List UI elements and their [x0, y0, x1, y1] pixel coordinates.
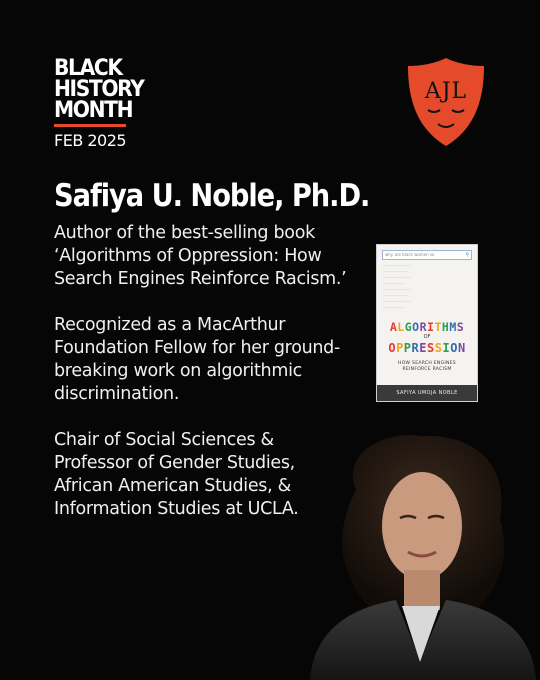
autocomplete-line: ———————	[383, 293, 408, 297]
badge-line-black: BLACK	[54, 56, 122, 81]
autocomplete-line: ————————	[383, 287, 411, 291]
book-title-oppression-letter: P	[396, 341, 404, 355]
book-title-algorithms-letter: T	[434, 320, 442, 334]
book-search-text: why are black women so	[385, 252, 435, 257]
badge-line-history: HISTORY	[54, 77, 144, 102]
book-title-algorithms-letter: M	[449, 320, 457, 334]
book-author-band: SAFIYA UMOJA NOBLE	[377, 385, 477, 401]
book-title-of: OF	[423, 334, 431, 340]
bio-paragraph-ucla: Chair of Social Sciences & Professor of Gender Studies, African American Studies, & Information Studies at UCLA.	[54, 430, 299, 519]
portrait-face	[382, 472, 462, 580]
book-title-oppression-letter: S	[427, 341, 435, 355]
autocomplete-line: ————————	[383, 299, 411, 303]
book-subtitle-line-2: REINFORCE RACISM	[402, 367, 452, 372]
portrait-photo	[300, 430, 540, 680]
badge-date: FEB 2025	[54, 131, 127, 150]
autocomplete-line: ————————	[383, 275, 411, 279]
search-icon: ⚲	[465, 252, 469, 258]
book-title-oppression-letter: E	[419, 341, 427, 355]
book-title-algorithms-letter: I	[427, 320, 435, 334]
autocomplete-line: ——————	[383, 305, 404, 309]
badge-divider	[54, 124, 126, 127]
book-title-oppression-letter: O	[450, 341, 458, 355]
bio-paragraph-author: Author of the best-selling book ‘Algorithms of Oppression: How Search Engines Reinforce Racism.’	[54, 223, 347, 289]
book-title-oppression-letter: P	[403, 341, 412, 355]
book-title-oppression-letter: R	[411, 341, 420, 355]
logo-text: AJL	[424, 79, 468, 104]
book-title-algorithms-letter: S	[456, 320, 465, 334]
book-title-oppression-letter: I	[442, 341, 451, 355]
book-title-algorithms-letter: L	[397, 320, 405, 334]
book-title-algorithms-letter: R	[419, 320, 427, 334]
autocomplete-line: ————————	[383, 263, 411, 267]
book-title-algorithms-letter: O	[412, 320, 420, 334]
book-search-bar	[382, 250, 472, 260]
autocomplete-line: ———————	[383, 269, 408, 273]
person-name-heading: Safiya U. Noble, Ph.D.	[54, 178, 370, 214]
black-history-month-badge	[54, 58, 154, 150]
book-title-oppression	[377, 341, 477, 355]
book-cover	[376, 244, 478, 402]
book-subtitle-line-1: HOW SEARCH ENGINES	[398, 361, 456, 366]
badge-line-month: MONTH	[54, 98, 133, 123]
book-title-algorithms-letter: H	[441, 320, 450, 334]
portrait-neck	[404, 570, 440, 610]
book-title-algorithms	[377, 320, 477, 334]
ajl-shield-logo	[404, 54, 488, 150]
book-title-oppression-letter: S	[434, 341, 443, 355]
book-title-oppression-letter: N	[457, 341, 466, 355]
book-title-oppression-letter: O	[388, 341, 397, 355]
book-subtitle	[377, 361, 477, 373]
bio-paragraph-macarthur: Recognized as a MacArthur Foundation Fellow for her ground-breaking work on algorithmic discrimination.	[54, 315, 341, 404]
book-autocomplete-lines	[383, 262, 471, 310]
book-title-algorithms-letter: G	[404, 320, 413, 334]
autocomplete-line: ——————	[383, 281, 404, 285]
book-title-algorithms-letter: A	[389, 320, 398, 334]
